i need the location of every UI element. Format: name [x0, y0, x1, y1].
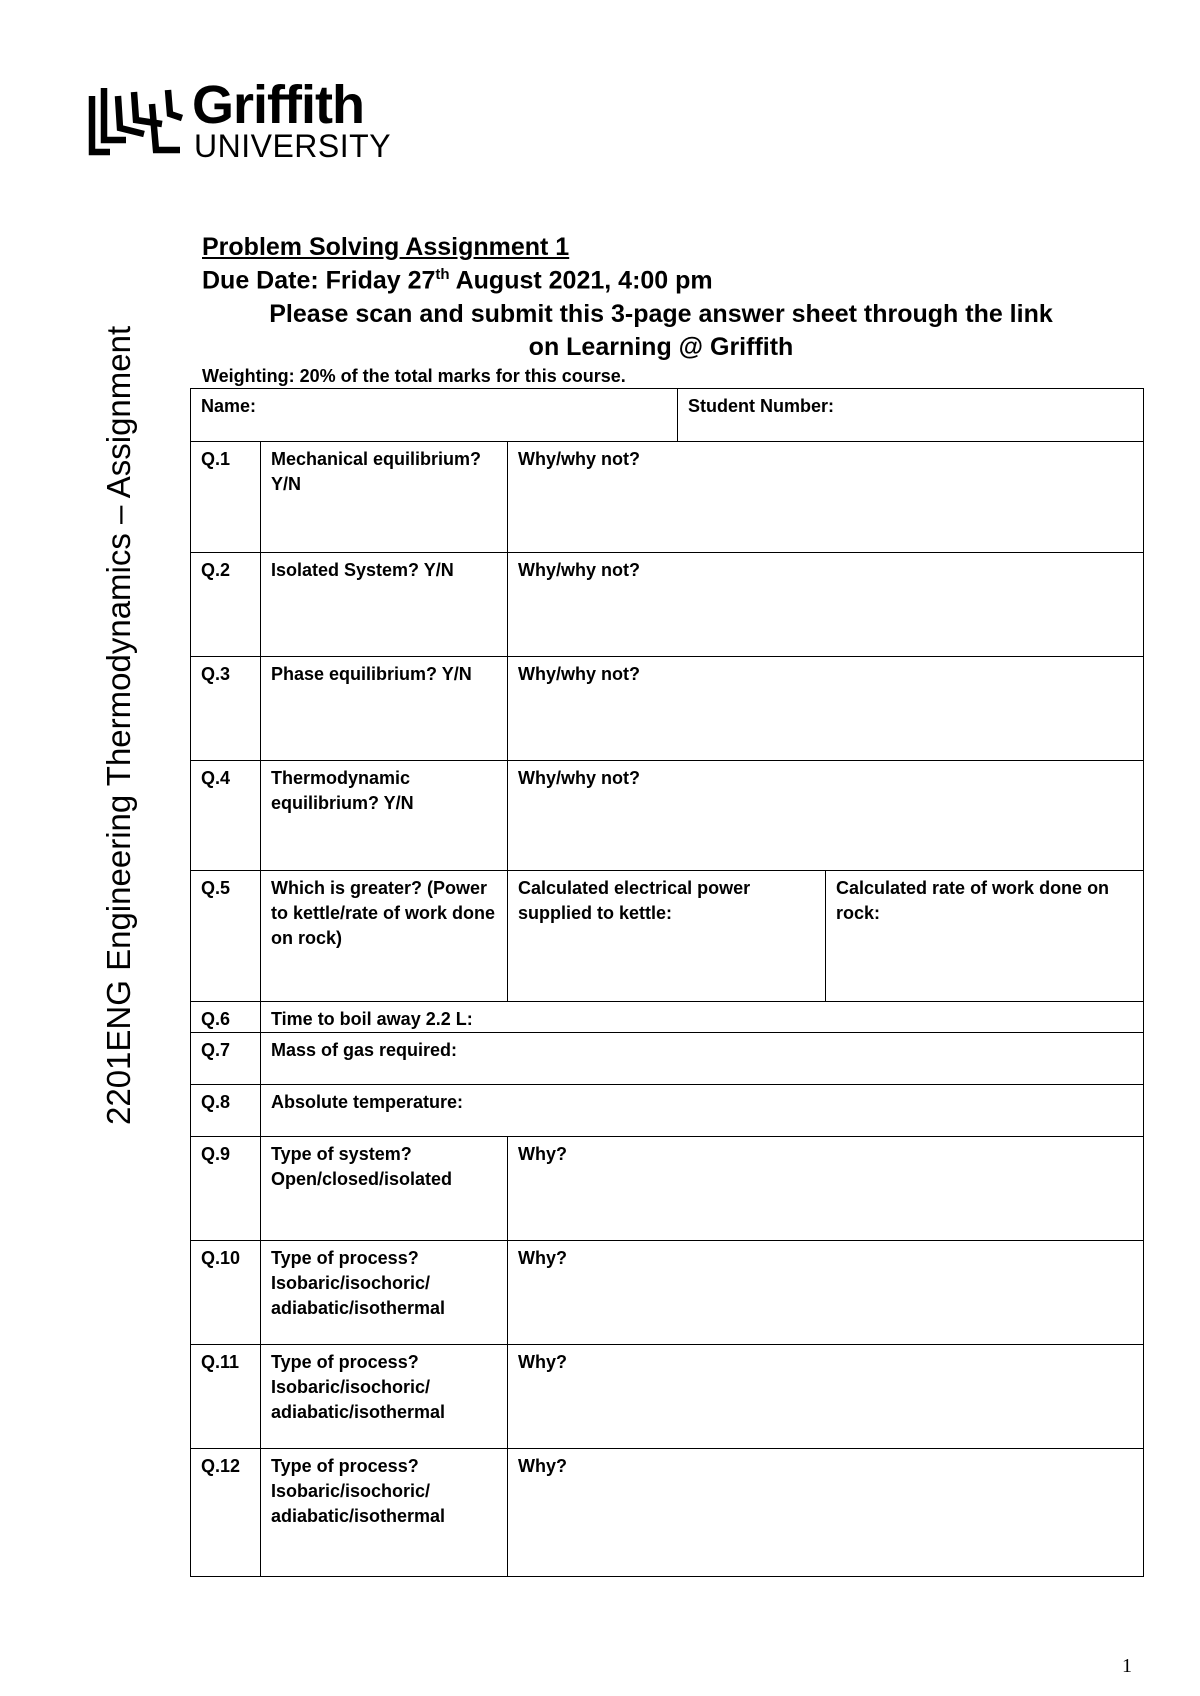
- question-label: Mechanical equilibrium? Y/N: [261, 442, 508, 553]
- weighting-note: Weighting: 20% of the total marks for this course.: [202, 366, 626, 386]
- question-number: Q.5: [191, 871, 261, 1002]
- question-number: Q.9: [191, 1137, 261, 1241]
- question-number: Q.3: [191, 657, 261, 761]
- table-row: [191, 657, 1144, 761]
- page-number: 1: [1122, 1655, 1132, 1677]
- answer-cell[interactable]: Mass of gas required:: [261, 1033, 1144, 1085]
- answer-cell[interactable]: Why/why not?: [508, 442, 1144, 553]
- table-row: [191, 1241, 1144, 1345]
- logo-wordmark: Griffith: [192, 75, 364, 135]
- question-label: Type of system? Open/closed/isolated: [261, 1137, 508, 1241]
- question-number: Q.1: [191, 442, 261, 553]
- question-number: Q.2: [191, 553, 261, 657]
- assignment-title: Problem Solving Assignment 1: [202, 233, 570, 261]
- student-number-field[interactable]: Student Number:: [678, 389, 1144, 442]
- griffith-emblem-icon: [88, 84, 184, 156]
- table-row: [191, 871, 1144, 1002]
- question-label: Which is greater? (Power to kettle/rate of work done on rock): [261, 871, 508, 1002]
- question-label: Type of process? Isobaric/isochoric/ adiabatic/isothermal: [261, 1345, 508, 1449]
- table-row: [191, 1449, 1144, 1577]
- table-row: [191, 389, 1144, 442]
- answer-cell[interactable]: Calculated rate of work done on rock:: [826, 871, 1144, 1002]
- griffith-logo: [88, 75, 408, 164]
- question-number: Q.4: [191, 761, 261, 871]
- question-number: Q.11: [191, 1345, 261, 1449]
- question-label: Isolated System? Y/N: [261, 553, 508, 657]
- question-label: Thermodynamic equilibrium? Y/N: [261, 761, 508, 871]
- table-row: [191, 1002, 1144, 1033]
- question-number: Q.12: [191, 1449, 261, 1577]
- answer-cell[interactable]: Why?: [508, 1137, 1144, 1241]
- answer-table: [190, 388, 1144, 1577]
- table-row: [191, 553, 1144, 657]
- table-row: [191, 1345, 1144, 1449]
- answer-cell[interactable]: Why/why not?: [508, 553, 1144, 657]
- question-number: Q.6: [191, 1002, 261, 1033]
- answer-cell[interactable]: Why?: [508, 1241, 1144, 1345]
- answer-cell[interactable]: Why/why not?: [508, 761, 1144, 871]
- submit-instructions: Please scan and submit this 3-page answer sheet through the link on Learning @ Griffith: [269, 300, 1053, 361]
- answer-cell[interactable]: Why/why not?: [508, 657, 1144, 761]
- table-row: [191, 1085, 1144, 1137]
- table-row: [191, 761, 1144, 871]
- question-number: Q.7: [191, 1033, 261, 1085]
- question-label: Type of process? Isobaric/isochoric/ adiabatic/isothermal: [261, 1241, 508, 1345]
- answer-cell[interactable]: Calculated electrical power supplied to kettle:: [508, 871, 826, 1002]
- question-label: Phase equilibrium? Y/N: [261, 657, 508, 761]
- name-field[interactable]: Name:: [191, 389, 678, 442]
- answer-cell[interactable]: Absolute temperature:: [261, 1085, 1144, 1137]
- answer-cell[interactable]: Time to boil away 2.2 L:: [261, 1002, 1144, 1033]
- answer-cell[interactable]: Why?: [508, 1449, 1144, 1577]
- course-side-title: 2201ENG Engineering Thermodynamics – Assignment: [100, 325, 137, 1125]
- table-row: [191, 442, 1144, 553]
- due-date: Due Date: Friday 27th August 2021, 4:00 pm: [202, 266, 713, 295]
- answer-cell[interactable]: Why?: [508, 1345, 1144, 1449]
- question-label: Type of process? Isobaric/isochoric/ adiabatic/isothermal: [261, 1449, 508, 1577]
- question-number: Q.10: [191, 1241, 261, 1345]
- table-row: [191, 1033, 1144, 1085]
- logo-subtitle: UNIVERSITY: [194, 128, 392, 164]
- table-row: [191, 1137, 1144, 1241]
- question-number: Q.8: [191, 1085, 261, 1137]
